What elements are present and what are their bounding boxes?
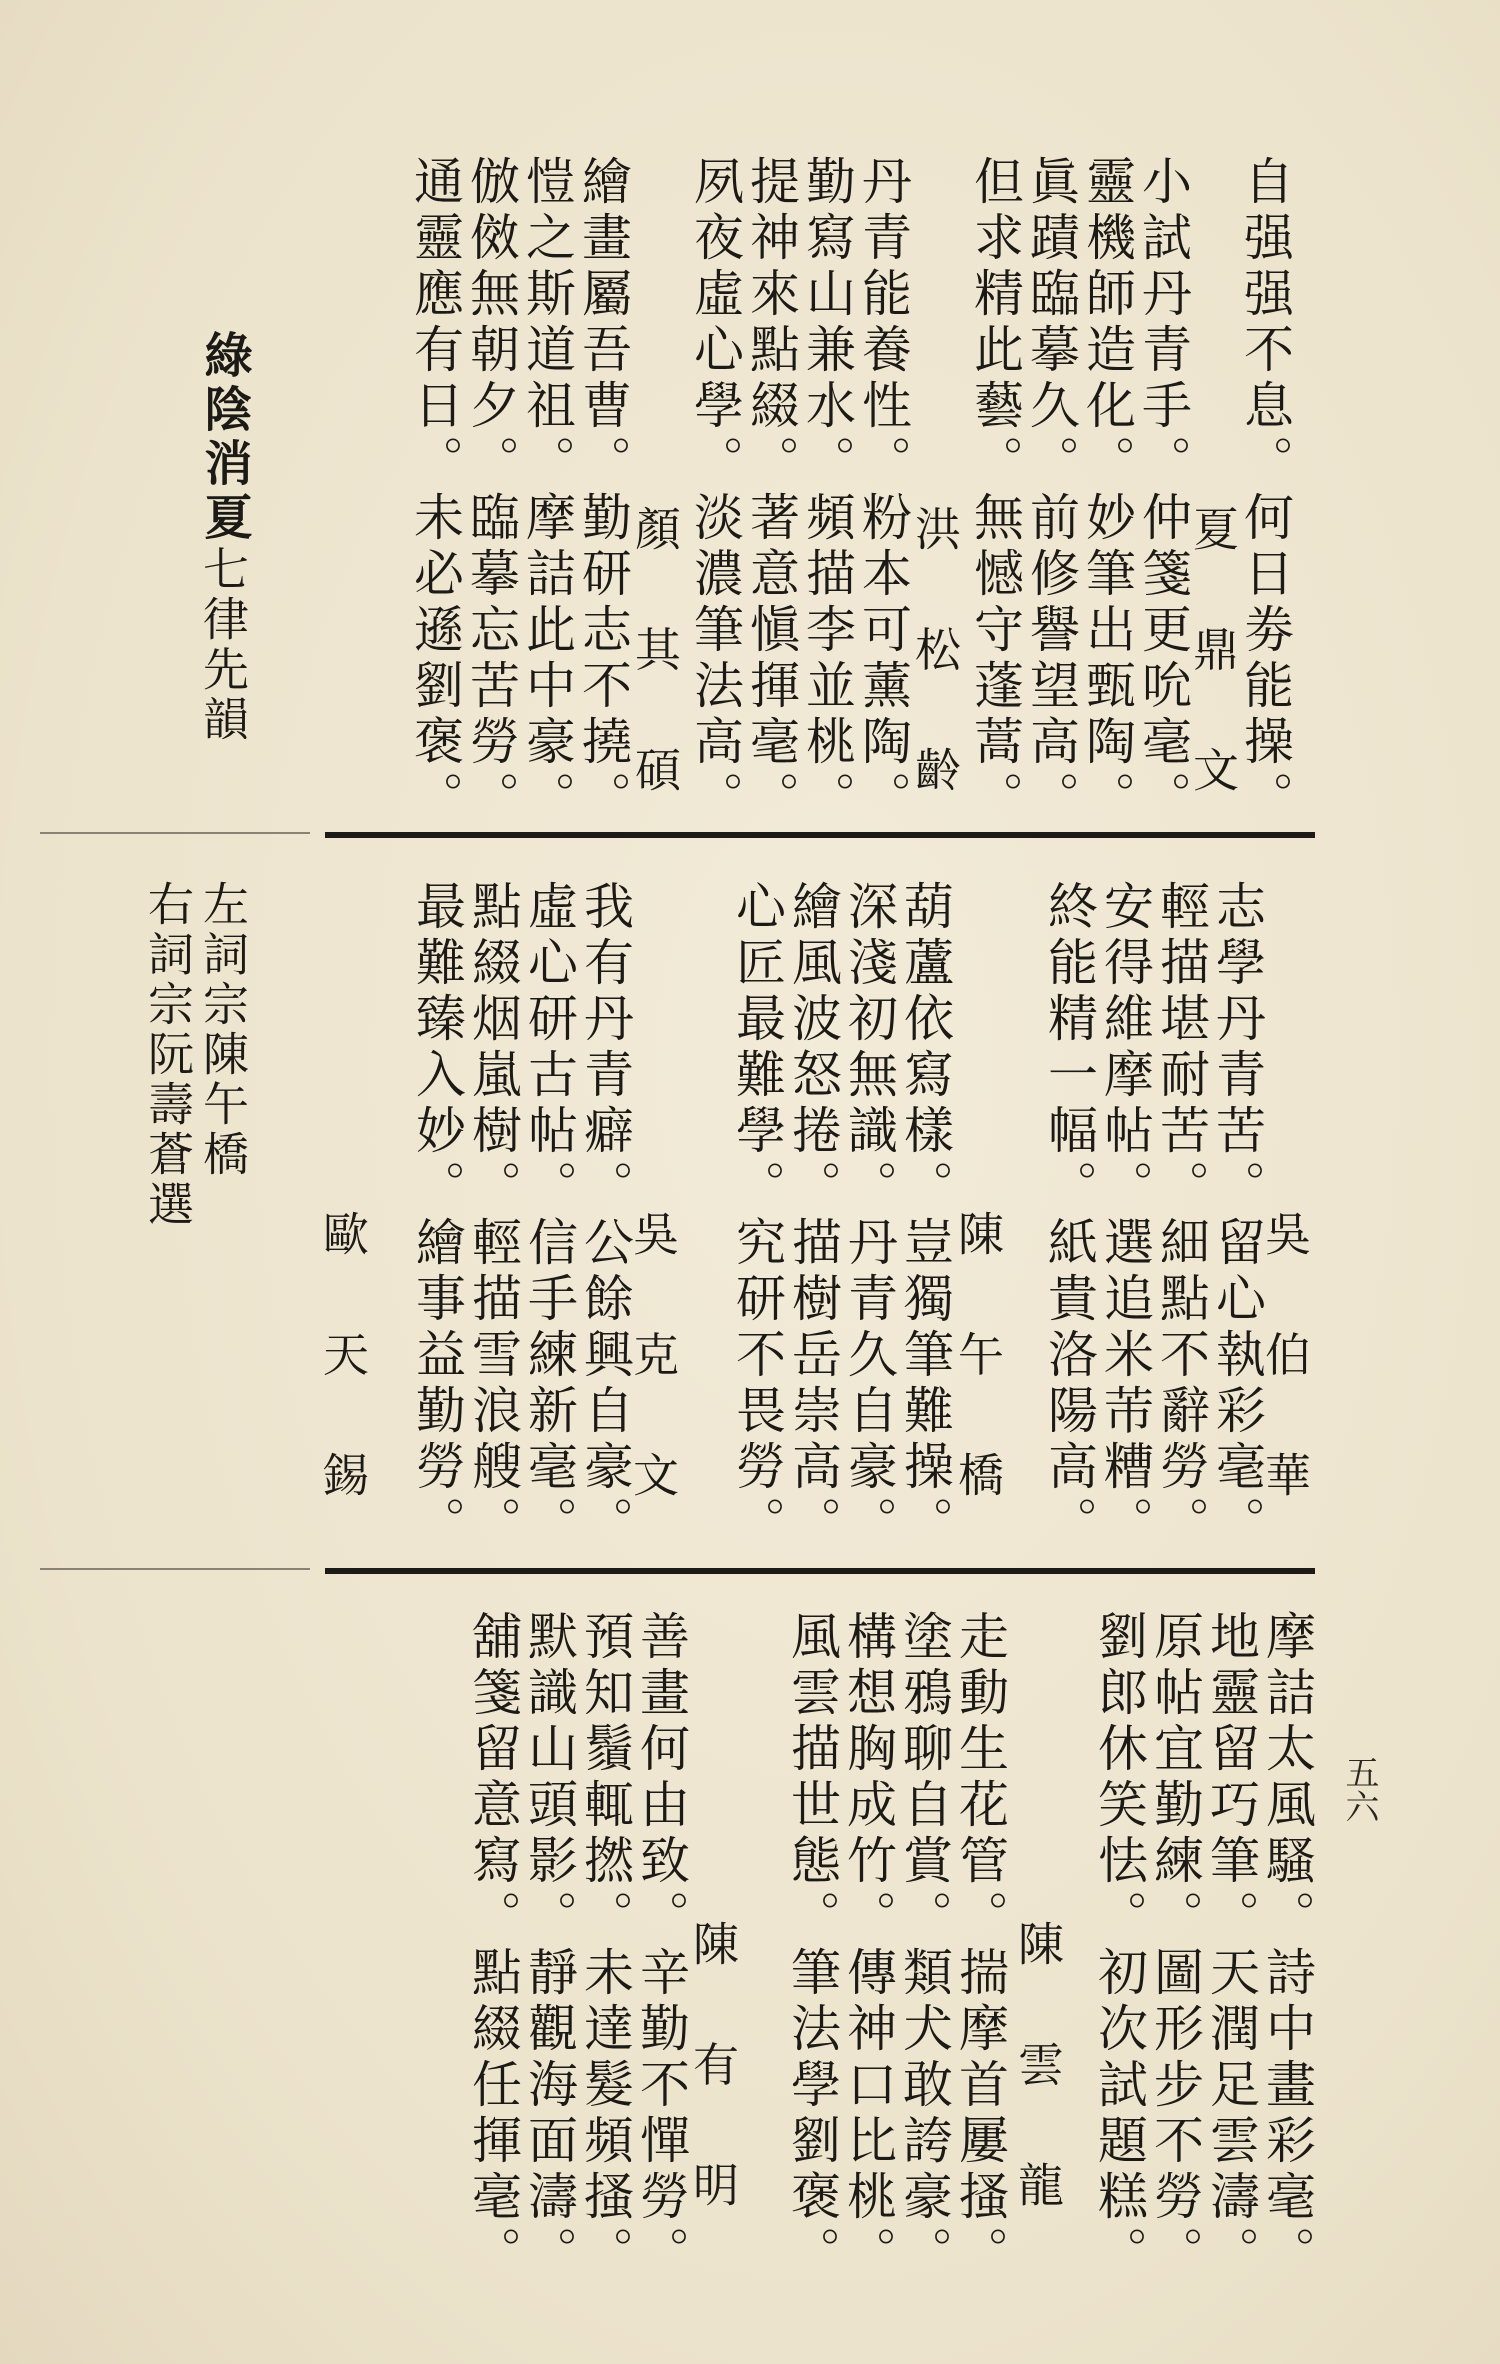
poem-line: 倣傚無朝夕。臨摹忘苦勞。 bbox=[462, 155, 520, 827]
poem-author: 顏 其 碩 bbox=[628, 505, 682, 823]
divider-rule-faint bbox=[40, 1568, 310, 1570]
poem-author: 夏 鼎 文 bbox=[1186, 505, 1240, 823]
poem-line: 志學丹青苦。留心執彩毫。 bbox=[1208, 880, 1266, 1552]
poem-line: 提神來點綴。著意愼揮毫。 bbox=[742, 155, 800, 827]
poem-line: 點綴烟嵐樹。輕描雪浪艘。 bbox=[464, 880, 522, 1552]
poem-line: 勤寫山兼水。頻描李並桃。 bbox=[798, 155, 856, 827]
editor-right: 右詞宗阮壽蒼選 bbox=[141, 880, 195, 1230]
poem-line: 默識山頭影。靜觀海面濤。 bbox=[520, 1610, 578, 2282]
poem-author: 陳 有 明 bbox=[686, 1920, 740, 2238]
poem-author: 陳 雲 龍 bbox=[1011, 1920, 1065, 2238]
poem-line: 自强强不息。何日劵能操。 bbox=[1236, 155, 1294, 827]
poem-line: 靈機師造化。妙筆出甄陶。 bbox=[1078, 155, 1136, 827]
poem-line: 善畫何由致。辛勤不憚勞。 bbox=[632, 1610, 690, 2282]
section-title: 綠陰消夏 bbox=[196, 330, 252, 546]
poem-line: 走動生花管。揣摩首屢搔。 bbox=[951, 1610, 1009, 2282]
divider-rule bbox=[325, 1568, 1315, 1574]
poem-line: 舖箋留意寫。點綴任揮毫。 bbox=[464, 1610, 522, 2282]
poem-line: 心匠最難學。究研不畏勞。 bbox=[728, 880, 786, 1552]
poem-line: 輕描堪耐苦。細點不辭勞。 bbox=[1152, 880, 1210, 1552]
poem-line: 地靈留巧筆。天潤足雲濤。 bbox=[1202, 1610, 1260, 2282]
poem-line: 繪風波怒捲。描樹岳崇高。 bbox=[784, 880, 842, 1552]
poem-line: 夙夜虛心學。淡濃筆法高。 bbox=[686, 155, 744, 827]
poem-line: 虛心研古帖。信手練新毫。 bbox=[520, 880, 578, 1552]
poem-line: 安得維摩帖。選追米芾糟。 bbox=[1096, 880, 1154, 1552]
poem-line: 深淺初無識。丹青久自豪。 bbox=[840, 880, 898, 1552]
poem-line: 原帖宜勤練。圖形步不勞。 bbox=[1146, 1610, 1204, 2282]
poem-line: 風雲描世態。筆法學劉褒。 bbox=[783, 1610, 841, 2282]
page-number: 五六 bbox=[1339, 1755, 1379, 1823]
poem-line: 塗鴉聊自賞。類犬敢誇豪。 bbox=[895, 1610, 953, 2282]
divider-rule-faint bbox=[40, 832, 310, 834]
poem-line: 小試丹青手。仲箋更吮毫。 bbox=[1134, 155, 1192, 827]
poem-author: 吳 克 文 bbox=[626, 1210, 680, 1528]
poem-line: 丹青能養性。粉本可薰陶。 bbox=[854, 155, 912, 827]
editor-left: 左詞宗陳午橋 bbox=[196, 880, 250, 1180]
poem-line: 通靈應有日。未必遜劉褒。 bbox=[406, 155, 464, 827]
poem-line: 繪畫屬吾曹。勤研志不撓。 bbox=[574, 155, 632, 827]
poem-line: 構想胸成竹。傳神口比桃。 bbox=[839, 1610, 897, 2282]
section-rhyme: 七律先韻 bbox=[196, 545, 250, 745]
poem-line: 最難臻入妙。繪事益勤勞。 bbox=[408, 880, 466, 1552]
poem-line: 終能精一幅。紙貴洛陽高。 bbox=[1040, 880, 1098, 1552]
poem-line: 預知鬚輒撚。未達髮頻搔。 bbox=[576, 1610, 634, 2282]
poem-line: 愷之斯道祖。摩詰此中豪。 bbox=[518, 155, 576, 827]
poem-line: 劉郎休笑怯。初次試題糕。 bbox=[1090, 1610, 1148, 2282]
poem-line: 我有丹青癖。公餘興自豪。 bbox=[576, 880, 634, 1552]
poem-author: 洪 松 齡 bbox=[908, 505, 962, 823]
poem-line: 葫蘆依寫樣。豈獨筆難操。 bbox=[896, 880, 954, 1552]
poem-line: 摩詰太風騷。詩中畫彩毫。 bbox=[1258, 1610, 1316, 2282]
divider-rule bbox=[325, 832, 1315, 838]
poem-line: 但求精此藝。無憾守蓬蒿。 bbox=[966, 155, 1024, 827]
poem-line: 眞蹟臨摹久。前修譽望高。 bbox=[1022, 155, 1080, 827]
poem-author: 吳 伯 華 bbox=[1258, 1210, 1312, 1528]
poem-author: 陳 午 橋 bbox=[951, 1210, 1005, 1528]
poem-author: 歐 天 錫 bbox=[316, 1210, 370, 1528]
